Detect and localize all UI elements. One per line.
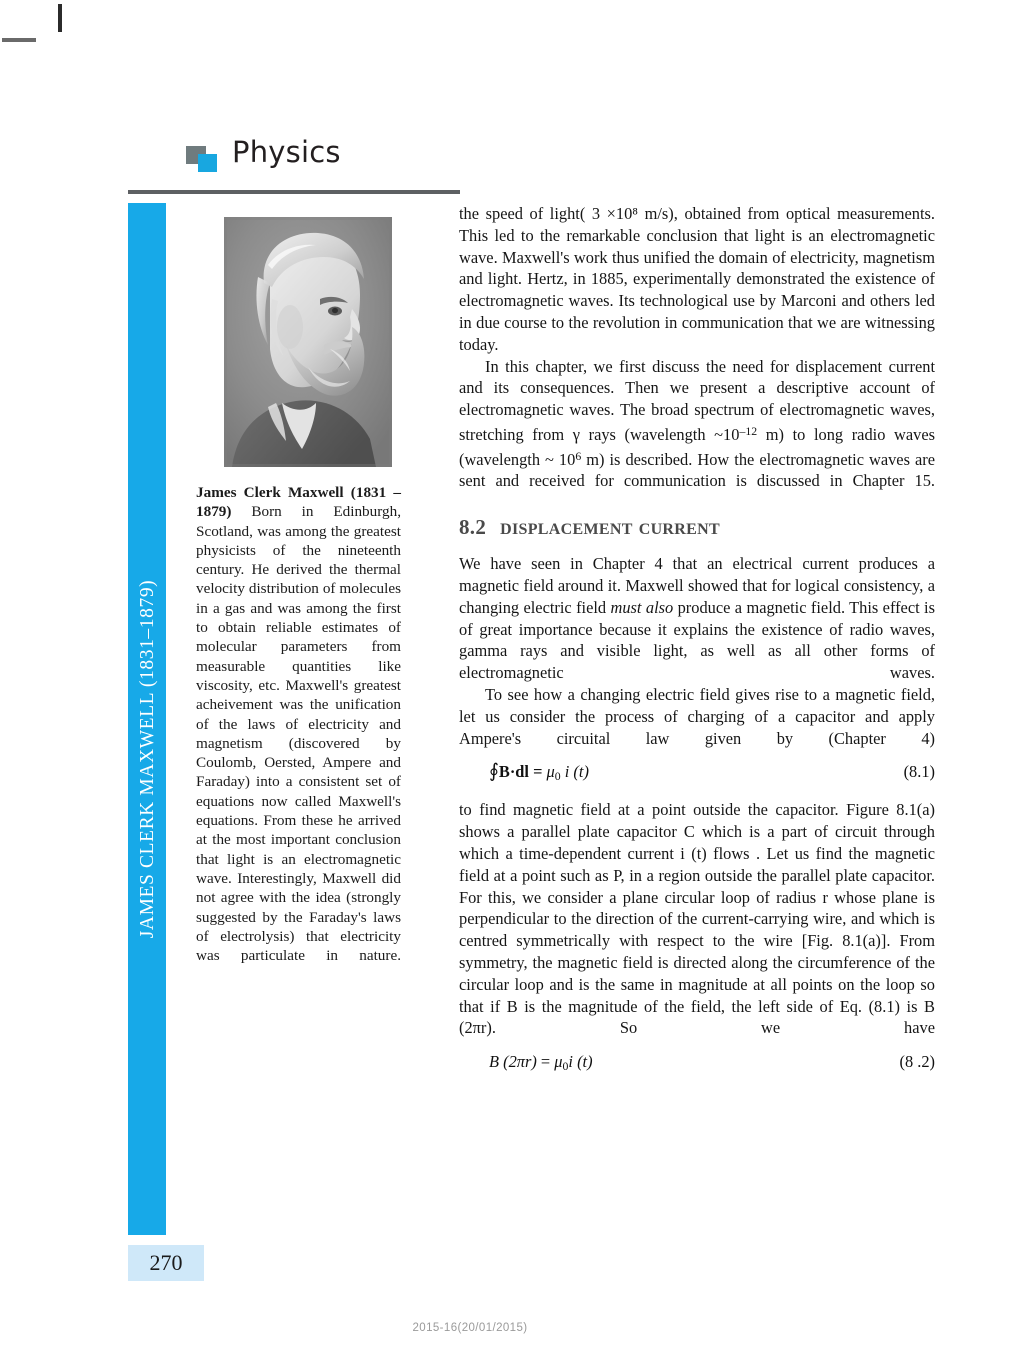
sidebar-blue-bar <box>128 203 166 1235</box>
main-text-column <box>459 203 935 1089</box>
paragraph-ampere-setup <box>459 684 935 749</box>
paragraph-loop-derivation <box>459 799 935 1039</box>
caption-body-text: Born in Edinburgh, Scotland, was among the greatest physicists of the nineteenth century. He derived the thermal velocity distribution of molecules in a gas and was among the first to obtain reliable estimates of molecular parameters from measurable quantities like viscosity, etc. Maxwell's greatest acheivement was the unification of the laws of electricity and magnetism (discovered by Coulomb, Oersted, Ampere and Faraday) into a consistent set of equations now called Maxwell's equations. From these he arrived at the most important conclusion that light is an electromagnetic wave. Interestingly, Maxwell did not agree with the idea (strongly suggested by the Faraday's laws of electrolysis) that electricity was particulate in nature. <box>196 503 402 965</box>
section-heading <box>459 514 935 540</box>
eq1-rhs-tail: i (t) <box>560 762 589 782</box>
contour-integral-icon: ∮ <box>489 761 499 783</box>
overview-part-3: m) is described. How the electromagnetic waves are sent and received for communication is discussed in Chapter 15. <box>459 449 935 491</box>
paragraph-chapter-overview <box>459 356 935 493</box>
eq1-mu-sub: 0 <box>554 769 561 784</box>
equation-8-1 <box>459 760 935 788</box>
eq1-equals: = <box>533 762 543 782</box>
disp-intro-part-2: produce a magnetic field. This effect is of great importance because it explains the existence of radio waves, gamma rays and visible light, as well as all other forms of electromagnetic waves. <box>459 597 935 683</box>
header-divider <box>128 190 460 194</box>
section-number: 8.2 <box>459 515 487 540</box>
sidebar-caption <box>196 483 401 965</box>
overview-exponent-radio: 6 <box>575 448 582 463</box>
portrait-james-clerk-maxwell <box>224 217 392 467</box>
crop-mark-horizontal <box>2 38 36 42</box>
paragraph-intro-text: the speed of light( 3 ×10⁸ m/s), obtained from optical measurements. This led to the remarkable conclusion that light is an electromagnetic wave. Maxwell's work thus unified the domain of electricity, magnetism and light. Hertz, in 1885, experimentally demonstrated the existence of electromagnetic waves. Its technological use by Marconi and others led in due course to the revolution in communication that we are witnessing today. <box>459 204 935 354</box>
disp-intro-emphasis: must also <box>610 597 674 617</box>
logo-square-front <box>198 154 217 172</box>
overview-exponent-gamma: –12 <box>739 423 758 438</box>
caption-person-dates: (1831 – 1879) <box>196 484 401 521</box>
caption-person-name: James Clerk Maxwell <box>196 484 344 501</box>
ampere-setup-text: To see how a changing electric field gives rise to a magnetic field, let us consider the process of charging of a capacitor and apply Ampere's circuital law given by (Chapter 4) <box>459 685 935 748</box>
equation-8-2 <box>459 1050 935 1078</box>
page-number: 270 <box>149 1250 183 1275</box>
sidebar-vertical-label: JAMES CLERK MAXWELL (1831–1879) <box>137 579 158 939</box>
physics-logo-icon <box>186 146 220 176</box>
page-title: Physics <box>232 135 341 169</box>
overview-part-2: m) to long radio waves (wavelength ~ 10 <box>459 424 935 469</box>
eq2-lhs: B (2πr) <box>489 1052 537 1072</box>
page-header <box>128 133 460 193</box>
eq1-lhs: B·dl <box>498 762 529 782</box>
disp-intro-part-1: We have seen in Chapter 4 that an electrical current produces a magnetic field around it. Maxwell showed that for logical consistency, a changing electric field <box>459 554 935 617</box>
page-number-box <box>128 1245 204 1281</box>
page-footer: 2015-16(20/01/2015) <box>412 1322 528 1334</box>
loop-derivation-text: to find magnetic field at a point outside the capacitor. Figure 8.1(a) shows a parallel plate capacitor C which is a part of circuit through which a time-dependent current i (t) flows . Let us find the magnetic field at a point such as P, in a region outside the parallel plate capacitor. For this, we consider a plane circular loop of radius r whose plane is perpendicular to the direction of the current-carrying wire, and which is centred symmetrically with respect to the wire [Fig. 8.1(a)]. From symmetry, the magnetic field is directed along the circumference of the circular loop and is the same in magnitude at all points on the loop so that if B is the magnitude of the field, the left side of Eq. (8.1) is B (2πr). So we have <box>459 800 935 1038</box>
eq2-equals: = <box>540 1052 551 1072</box>
eq2-number: (8 .2) <box>899 1052 935 1072</box>
eq1-number: (8.1) <box>903 762 935 782</box>
eq2-rhs-tail: i (t) <box>568 1052 593 1072</box>
crop-mark-vertical <box>58 4 62 32</box>
eq2-mu-sub: 0 <box>562 1059 569 1074</box>
section-title: displacement current <box>500 514 720 540</box>
paragraph-intro <box>459 203 935 356</box>
eq1-mu: μ <box>546 762 555 782</box>
paragraph-displacement-intro <box>459 553 935 684</box>
eq2-mu: μ <box>554 1052 563 1072</box>
overview-part-1: In this chapter, we first discuss the need for displacement current and its consequences. Then we present a descriptive account of electromagnetic waves. The broad spectrum of electromagnetic waves, stretching from γ rays (wavelength ~10 <box>459 356 935 444</box>
